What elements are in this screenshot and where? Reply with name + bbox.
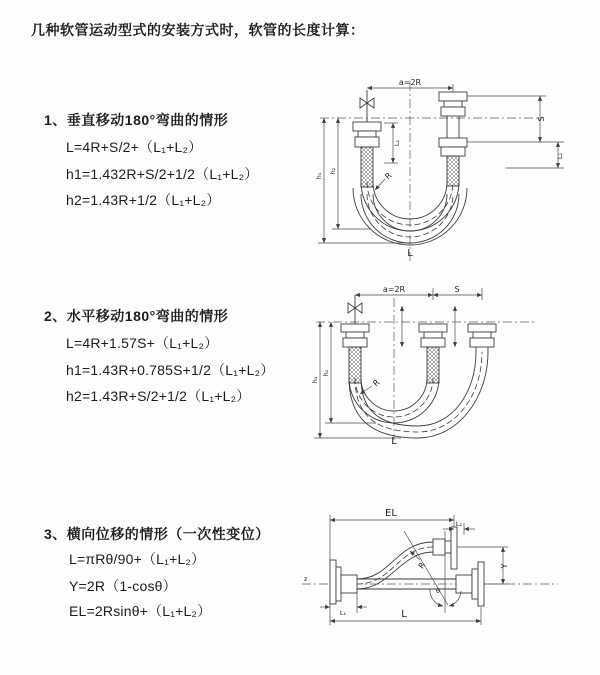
braided-hose-left [361,147,373,187]
right-pipe-fitting [439,92,467,186]
centerline-mark: z [304,575,308,583]
radius-callout [360,378,382,394]
dim-label-h1: h₁ [311,376,319,384]
length-label: L [407,248,413,259]
valve-icon [348,295,362,324]
section-3-heading: 3、横向位移的情形（一次性变位） [44,526,270,542]
diagram-vertical-180-bend [306,76,592,268]
dimension-l [330,607,481,625]
dim-label-s: S [537,116,546,122]
theta-label: θ [436,587,440,595]
dim-label-el: EL [385,508,397,519]
section-3-formula-Y: Y=2R（1-cosθ） [69,578,177,594]
section-2-formula-h1: h1=1.43R+0.785S+1/2（L₁+L₂） [66,362,275,378]
left-flange [330,560,357,604]
section-3-formula-L: L=πRθ/90+（L₁+L₂） [69,551,206,567]
dim-label-h2: h₂ [329,167,337,175]
dim-label-l: L [401,609,407,620]
dim-label-a2r: a=2R [382,285,406,294]
middle-pipe-fitting [419,324,447,383]
dimension-a2r-s [355,285,482,300]
dimension-l2 [443,520,475,535]
centerlines [320,82,541,262]
dim-label-l2: L₂ [556,152,564,160]
braided-hose-left [349,347,361,383]
dim-label-l1: L₁ [339,609,347,617]
section-1-formula-L: L=4R+S/2+（L₁+L₂） [66,139,203,155]
dim-label-y: Y [500,563,509,569]
radius-label: R [383,170,394,182]
right-pipe-fitting [468,324,496,352]
dimension-l1 [384,123,401,163]
section-1-formula-h2: h2=1.43R+1/2（L₁+L₂） [66,192,221,208]
section-2-formula-L: L=4R+1.57S+（L₁+L₂） [66,335,219,351]
radius-label: R [371,377,382,389]
section-2-heading: 2、水平移动180°弯曲的情形 [44,308,229,324]
dim-label-l1: L₁ [393,139,401,147]
dim-label-a2r: a=2R [398,78,422,87]
valve-icon [360,90,374,124]
radius-callout [375,171,394,190]
dim-label-l2: L₂ [455,520,463,528]
section-2-formula-h2: h2=1.43R+S/2+1/2（L₁+L₂） [66,388,251,404]
braided-hose-middle [427,347,439,383]
dim-label-h2: h₂ [322,369,330,377]
dimension-l1 [320,593,367,617]
dimension-s [467,96,564,168]
dim-label-s: S [454,285,460,294]
section-1-heading: 1、垂直移动180°弯曲的情形 [44,112,229,128]
braided-hose-right [447,156,459,186]
hose-u-bend-wide [349,352,488,438]
section-3-formula-EL: EL=2Rsinθ+（L₁+L₂） [69,603,212,619]
diagram-lateral-displacement [296,503,600,638]
page-title: 几种软管运动型式的安装方式时，软管的长度计算： [31,22,365,38]
section-1-formula-h1: h1=1.432R+S/2+1/2（L₁+L₂） [66,166,259,182]
dim-label-h1: h₁ [315,172,323,180]
radius-callout [410,551,427,570]
diagram-horizontal-180-bend [306,278,598,456]
left-pipe-fitting [341,324,369,383]
left-pipe-fitting [353,122,381,187]
radius-label: R [416,560,428,571]
length-label: L [391,436,397,447]
